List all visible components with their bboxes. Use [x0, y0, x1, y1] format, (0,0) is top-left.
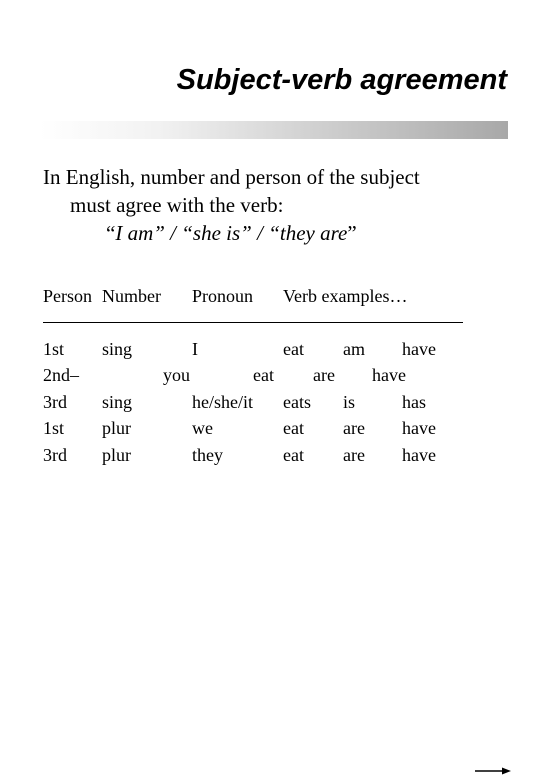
cell-person: 3rd [43, 445, 67, 465]
cell-verb-3: have [372, 365, 406, 385]
cell-verb-2: am [343, 339, 365, 359]
slide-title: Subject-verb agreement [176, 64, 507, 96]
header-verb-examples: Verb examples… [283, 286, 408, 306]
cell-number: plur [102, 445, 131, 465]
header-number: Number [102, 286, 161, 306]
cell-verb-3: has [402, 392, 426, 412]
table-row [0, 339, 540, 363]
table-header [0, 286, 540, 310]
table-row [0, 365, 540, 389]
cell-person: 1st [43, 418, 65, 438]
cell-verb-3: have [402, 418, 436, 438]
cell-number: sing [102, 339, 133, 359]
cell-verb-3: have [402, 339, 436, 359]
intro-paragraph [43, 163, 513, 247]
cell-verb-1: eats [283, 392, 311, 412]
table-row [0, 392, 540, 416]
cell-pronoun: we [192, 418, 213, 438]
cell-verb-2: are [313, 365, 335, 385]
cell-verb-2: are [343, 445, 365, 465]
cell-pronoun: they [192, 445, 223, 465]
example-text: I am” / “she is” / “they are [115, 221, 348, 245]
example-open-quote: “ [106, 221, 116, 245]
intro-example [43, 219, 513, 247]
cell-verb-1: eat [283, 339, 304, 359]
title-gradient-bar [40, 121, 508, 139]
cell-number: plur [102, 418, 131, 438]
cell-person: 3rd [43, 392, 67, 412]
cell-pronoun: he/she/it [192, 392, 253, 412]
header-pronoun: Pronoun [192, 286, 254, 306]
table-row [0, 418, 540, 442]
cell-verb-2: are [343, 418, 365, 438]
cell-verb-3: have [402, 445, 436, 465]
header-person: Person [43, 286, 92, 306]
cell-verb-2: is [343, 392, 356, 412]
cell-verb-1: eat [253, 365, 274, 385]
arrow-right-icon[interactable] [475, 763, 511, 773]
cell-verb-1: eat [283, 418, 304, 438]
cell-pronoun: you [163, 365, 190, 385]
intro-line-1: In English, number and person of the subject [43, 165, 420, 189]
cell-number: sing [102, 392, 133, 412]
cell-verb-1: eat [283, 445, 304, 465]
header-divider [43, 322, 463, 323]
cell-pronoun: I [192, 339, 198, 359]
intro-line-2: must agree with the verb: [70, 193, 284, 217]
table-row [0, 445, 540, 469]
example-close-quote: ” [347, 221, 357, 245]
cell-person: 1st [43, 339, 65, 359]
cell-person: 2nd– [43, 365, 79, 385]
